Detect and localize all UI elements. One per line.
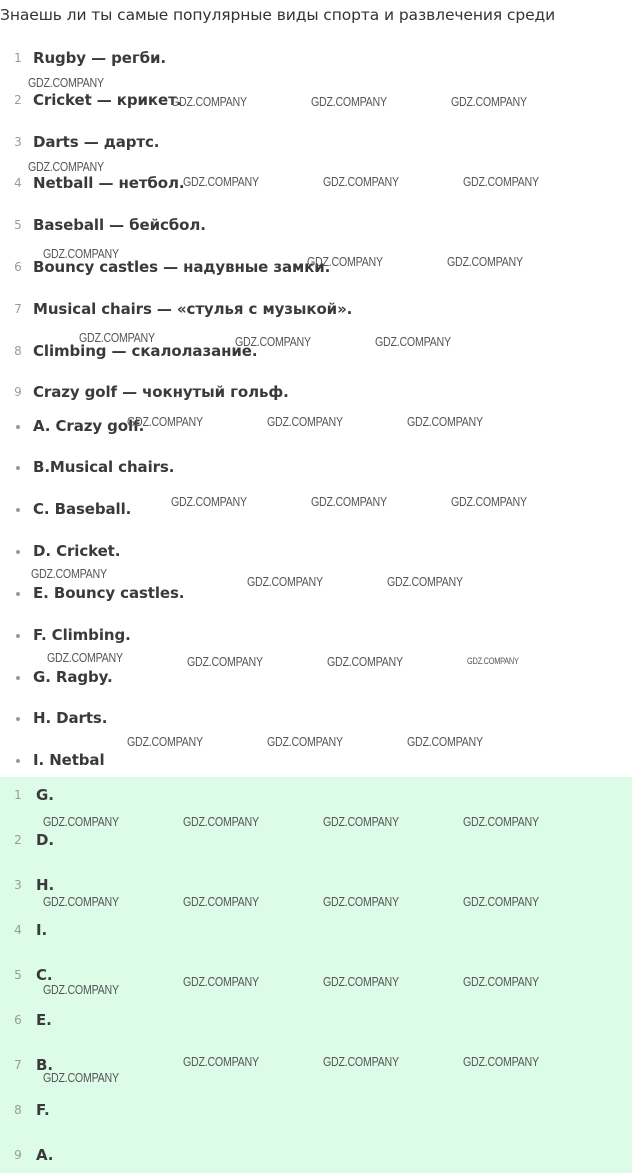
watermark: GDZ.COMPANY	[323, 894, 399, 909]
watermark: GDZ.COMPANY	[323, 174, 399, 189]
watermark: GDZ.COMPANY	[183, 1054, 259, 1069]
watermark: GDZ.COMPANY	[235, 334, 311, 349]
item-text: Musical chairs — «стулья с музыкой».	[33, 300, 353, 318]
answer-text: D.	[36, 831, 54, 849]
watermark: GDZ.COMPANY	[28, 159, 104, 174]
watermark: GDZ.COMPANY	[447, 254, 523, 269]
watermark: GDZ.COMPANY	[183, 894, 259, 909]
item-number: 3	[14, 135, 22, 149]
watermark: GDZ.COMPANY	[323, 814, 399, 829]
watermark: GDZ.COMPANY	[183, 174, 259, 189]
watermark: GDZ.COMPANY	[47, 650, 123, 665]
watermark: GDZ.COMPANY	[79, 330, 155, 345]
answer-text: I.	[36, 921, 48, 939]
watermark: GDZ.COMPANY	[127, 734, 203, 749]
watermark: GDZ.COMPANY	[407, 414, 483, 429]
bullet-text: F. Climbing.	[33, 626, 131, 644]
watermark: GDZ.COMPANY	[28, 75, 104, 90]
answer-number: 1	[14, 788, 22, 802]
watermark: GDZ.COMPANY	[327, 654, 403, 669]
bullet-text: C. Baseball.	[33, 500, 132, 518]
bullet-text: G. Ragby.	[33, 668, 113, 686]
answer-text: B.	[36, 1056, 53, 1074]
answer-number: 7	[14, 1058, 22, 1072]
bullet-text: I. Netbal	[33, 751, 105, 769]
watermark: GDZ.COMPANY	[183, 974, 259, 989]
watermark: GDZ.COMPANY	[187, 654, 263, 669]
bullet-dot	[16, 592, 20, 596]
bullet-dot	[16, 717, 20, 721]
watermark: GDZ.COMPANY	[375, 334, 451, 349]
item-text: Crazy golf — чокнутый гольф.	[33, 383, 289, 401]
bullet-dot	[16, 550, 20, 554]
page-heading: Знаешь ли ты самые популярные виды спорта и развлечения среди	[0, 6, 556, 24]
answer-number: 5	[14, 968, 22, 982]
watermark: GDZ.COMPANY	[463, 174, 539, 189]
answer-text: F.	[36, 1101, 50, 1119]
watermark: GDZ.COMPANY	[387, 574, 463, 589]
watermark: GDZ.COMPANY	[323, 1054, 399, 1069]
watermark: GDZ.COMPANY	[171, 94, 247, 109]
item-number: 9	[14, 385, 22, 399]
bullet-dot	[16, 676, 20, 680]
watermark: GDZ.COMPANY	[451, 94, 527, 109]
answer-text: E.	[36, 1011, 52, 1029]
answer-block	[0, 777, 632, 1173]
watermark: GDZ.COMPANY	[463, 894, 539, 909]
item-text: Bouncy castles — надувные замки.	[33, 258, 331, 276]
answer-text: A.	[36, 1146, 54, 1164]
bullet-text: D. Cricket.	[33, 542, 121, 560]
item-number: 8	[14, 344, 22, 358]
watermark: GDZ.COMPANY	[467, 656, 519, 666]
watermark: GDZ.COMPANY	[451, 494, 527, 509]
bullet-dot	[16, 466, 20, 470]
bullet-text: H. Darts.	[33, 709, 108, 727]
bullet-dot	[16, 634, 20, 638]
item-number: 4	[14, 176, 22, 190]
answer-text: G.	[36, 786, 54, 804]
item-text: Netball — нетбол.	[33, 174, 185, 192]
answer-number: 6	[14, 1013, 22, 1027]
watermark: GDZ.COMPANY	[43, 1070, 119, 1085]
watermark: GDZ.COMPANY	[307, 254, 383, 269]
item-number: 7	[14, 302, 22, 316]
answer-text: C.	[36, 966, 53, 984]
answer-number: 8	[14, 1103, 22, 1117]
answer-text: H.	[36, 876, 55, 894]
bullet-dot	[16, 425, 20, 429]
watermark: GDZ.COMPANY	[43, 982, 119, 997]
watermark: GDZ.COMPANY	[31, 566, 107, 581]
answer-number: 2	[14, 833, 22, 847]
watermark: GDZ.COMPANY	[43, 894, 119, 909]
watermark: GDZ.COMPANY	[311, 494, 387, 509]
watermark: GDZ.COMPANY	[311, 94, 387, 109]
watermark: GDZ.COMPANY	[43, 814, 119, 829]
bullet-text: E. Bouncy castles.	[33, 584, 185, 602]
watermark: GDZ.COMPANY	[127, 414, 203, 429]
watermark: GDZ.COMPANY	[463, 1054, 539, 1069]
answer-number: 4	[14, 923, 22, 937]
item-number: 1	[14, 51, 22, 65]
answer-number: 9	[14, 1148, 22, 1162]
bullet-text: A. Crazy golf.	[33, 417, 145, 435]
item-number: 2	[14, 93, 22, 107]
bullet-dot	[16, 508, 20, 512]
answer-number: 3	[14, 878, 22, 892]
watermark: GDZ.COMPANY	[247, 574, 323, 589]
item-number: 6	[14, 260, 22, 274]
bullet-dot	[16, 759, 20, 763]
item-text: Baseball — бейсбол.	[33, 216, 206, 234]
watermark: GDZ.COMPANY	[171, 494, 247, 509]
item-text: Cricket — крикет.	[33, 91, 183, 109]
watermark: GDZ.COMPANY	[323, 974, 399, 989]
watermark: GDZ.COMPANY	[43, 246, 119, 261]
watermark: GDZ.COMPANY	[267, 414, 343, 429]
watermark: GDZ.COMPANY	[463, 814, 539, 829]
bullet-text: B.Musical chairs.	[33, 458, 175, 476]
item-text: Rugby — регби.	[33, 49, 166, 67]
watermark: GDZ.COMPANY	[267, 734, 343, 749]
item-number: 5	[14, 218, 22, 232]
item-text: Darts — дартс.	[33, 133, 160, 151]
watermark: GDZ.COMPANY	[407, 734, 483, 749]
watermark: GDZ.COMPANY	[463, 974, 539, 989]
watermark: GDZ.COMPANY	[183, 814, 259, 829]
item-text: Climbing — скалолазание.	[33, 342, 258, 360]
